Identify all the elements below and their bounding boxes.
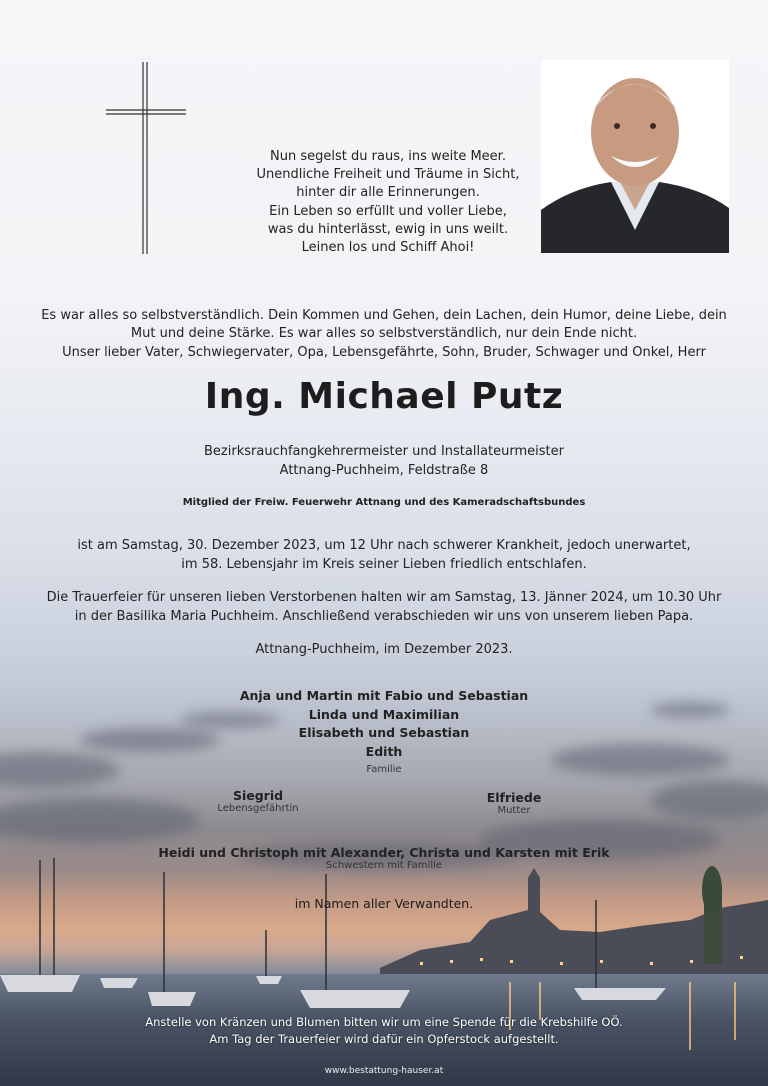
- donation-line: Anstelle von Kränzen und Blumen bitten wir um eine Spende für die Krebshilfe OÖ.: [145, 1015, 623, 1029]
- deceased-name: Ing. Michael Putz: [204, 376, 564, 417]
- siblings: [84, 845, 684, 871]
- poem-line: was du hinterlässt, ewig in uns weilt.: [267, 221, 509, 237]
- intro-line: Es war alles so selbstverständlich. Dein Kommen und Gehen, dein Lachen, dein Humor, deine Liebe, dein: [41, 308, 727, 323]
- death-line: ist am Samstag, 30. Dezember 2023, um 12 Uhr nach schwerer Krankheit, jedoch unerwartet,: [77, 538, 691, 553]
- place-date: Attnang-Puchheim, im Dezember 2023.: [255, 642, 513, 657]
- family-name: Elisabeth und Sebastian: [298, 725, 470, 740]
- mother: [444, 790, 584, 816]
- death-notice: [40, 537, 728, 574]
- profession-line: Bezirksrauchfangkehrermeister und Installateurmeister: [204, 444, 564, 459]
- family-name: Anja und Martin mit Fabio und Sebastian: [239, 688, 529, 703]
- family-label: Familie: [366, 764, 402, 775]
- funeral-line: in der Basilika Maria Puchheim. Anschließend verabschieden wir uns von unserem lieben Papa.: [74, 608, 694, 624]
- funeral-notice: [30, 589, 738, 626]
- funeral-line: Die Trauerfeier für unseren lieben Verstorbenen halten wir am Samstag, 13. Jänner 2024, um 10.30 Uhr: [46, 590, 722, 605]
- harbor-scene: [0, 850, 768, 1086]
- poem-line: Ein Leben so erfüllt und voller Liebe,: [269, 203, 507, 219]
- address-line: Attnang-Puchheim, Feldstraße 8: [279, 462, 489, 478]
- cross-icon: [104, 60, 188, 256]
- family-name: Edith: [365, 743, 403, 759]
- website-link[interactable]: www.bestattung-hauser.at: [324, 1066, 444, 1076]
- donation-note: [84, 1014, 684, 1048]
- partner-name: Siegrid: [232, 788, 284, 803]
- intro-line: Unser lieber Vater, Schwiegervater, Opa, Lebensgefährte, Sohn, Bruder, Schwager und Onkel, Herr: [62, 344, 706, 360]
- death-line: im 58. Lebensjahr im Kreis seiner Lieben friedlich entschlafen.: [181, 556, 587, 572]
- relatives-line: im Namen aller Verwandten.: [294, 896, 474, 911]
- profession: [84, 443, 684, 480]
- membership: Mitglied der Freiw. Feuerwehr Attnang und des Kameradschaftsbundes: [182, 497, 586, 508]
- mother-label: Mutter: [497, 805, 531, 816]
- poem-line: Leinen los und Schiff Ahoi!: [301, 240, 475, 256]
- intro-line: Mut und deine Stärke. Es war alles so selbstverständlich, nur dein Ende nicht.: [130, 326, 638, 342]
- partner: [188, 788, 328, 814]
- poem-line: Nun segelst du raus, ins weite Meer.: [270, 149, 506, 164]
- donation-line: Am Tag der Trauerfeier wird dafür ein Opferstock aufgestellt.: [209, 1032, 559, 1046]
- siblings-names: Heidi und Christoph mit Alexander, Christa und Karsten mit Erik: [158, 845, 610, 860]
- partner-label: Lebensgefährtin: [217, 803, 299, 814]
- siblings-label: Schwestern mit Familie: [325, 860, 443, 871]
- mother-name: Elfriede: [486, 790, 542, 805]
- family-name: Linda und Maximilian: [308, 706, 460, 722]
- intro-text: [20, 307, 748, 362]
- family-block: [84, 687, 684, 780]
- poem-line: Unendliche Freiheit und Träume in Sicht,: [256, 167, 520, 183]
- poem: [200, 148, 576, 257]
- poem-line: hinter dir alle Erinnerungen.: [296, 185, 480, 201]
